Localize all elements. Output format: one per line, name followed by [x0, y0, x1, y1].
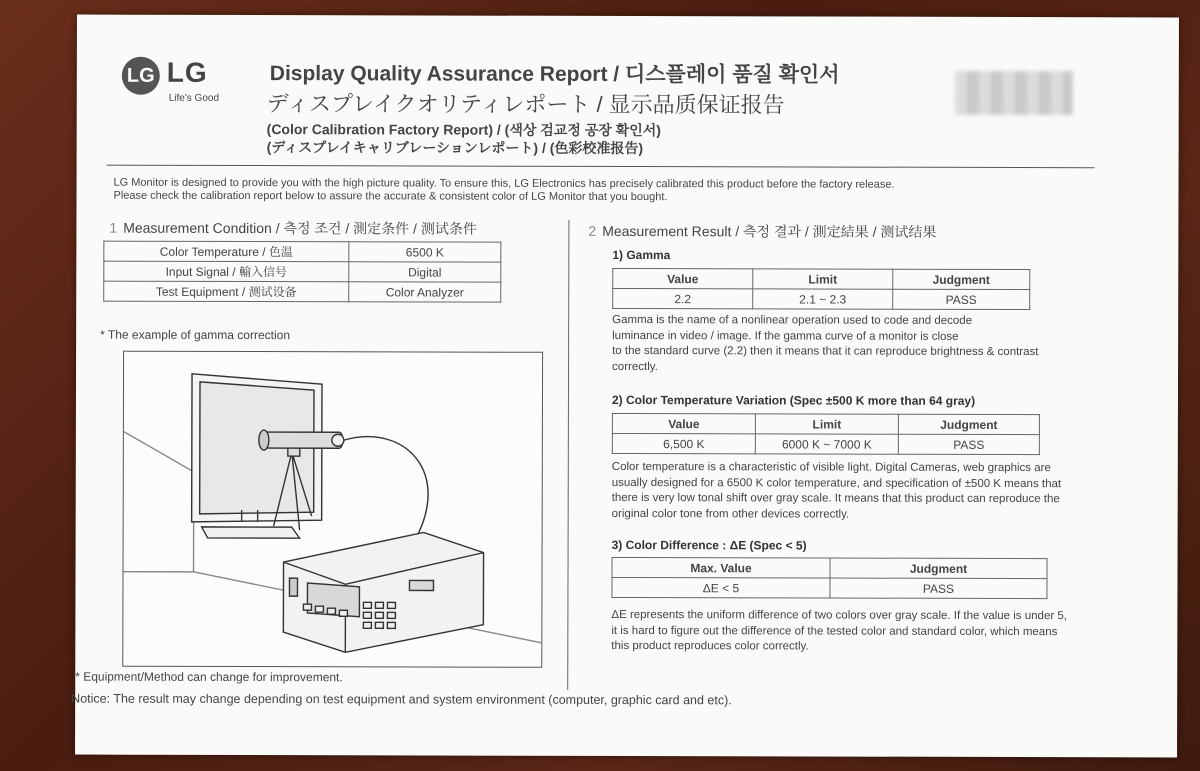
condition-table [103, 241, 501, 303]
condition-heading [109, 218, 476, 239]
table-cell: 6500 K [349, 242, 501, 262]
report-title: Display Quality Assurance Report / 디스플레이 품질 확인서 [269, 62, 840, 87]
color-diff-title: 3) Color Difference : ΔE (Spec < 5) [611, 537, 807, 553]
color-temp-title: 2) Color Temperature Variation (Spec ±500 K more than 64 gray) [611, 392, 976, 408]
header-divider [107, 165, 1095, 169]
report-subtitle-ja-zh: (ディスプレイキャリブレーションレポート) / (色彩校准报告) [266, 139, 644, 157]
table-cell: 2.2 [613, 288, 753, 308]
column-header: Limit [753, 269, 893, 289]
table-header-row [612, 413, 1039, 434]
report-subtitle: (Color Calibration Factory Report) / (색상 검교정 공장 확인서) [266, 121, 661, 139]
color-diff-table [611, 557, 1047, 599]
table-row [612, 577, 1047, 598]
gamma-title: 1) Gamma [612, 247, 671, 263]
table-row [104, 241, 501, 262]
report-sheet [71, 15, 1179, 758]
intro-text [113, 177, 1073, 206]
section-number: 2 [588, 222, 597, 239]
table-row [104, 261, 501, 282]
gamma-correction-illustration [122, 351, 543, 668]
table-row [613, 288, 1030, 309]
table-cell: PASS [830, 578, 1047, 599]
description-line: this product reproduces color correctly. [611, 639, 809, 653]
description-line: there is very low tonal shift over gray scale. It means that this product can reproduce the [611, 491, 1060, 506]
column-header: Judgment [830, 558, 1047, 579]
description-line: original color tone from other devices correctly. [611, 507, 850, 521]
brand-name: LG [166, 56, 208, 88]
color-temp-table [612, 413, 1040, 455]
description-line: ΔE represents the uniform difference of two colors over gray scale. If the value is under 5, [611, 608, 1067, 623]
color-temp-description [612, 460, 1062, 523]
description-line: usually designed for a 6500 K color temperature, and specification of ±500 K means that [611, 476, 1062, 490]
table-cell: PASS [898, 434, 1039, 454]
table-cell: ΔE < 5 [612, 577, 830, 598]
notice: Notice: The result may change depending on test equipment and system environment (computer, graphic card and etc). [71, 691, 732, 708]
table-cell: Color Analyzer [349, 282, 501, 302]
column-header: Value [612, 413, 755, 433]
table-header-row [613, 268, 1030, 289]
description-line: it is hard to figure out the difference of the tested color and standard color, which means [611, 624, 1058, 638]
description-line: luminance in video / image. If the gamma curve of a monitor is close [612, 329, 959, 343]
section-title: Measurement Condition / 측정 조건 / 測定条件 / 测试条件 [123, 219, 477, 237]
table-cell: PASS [893, 289, 1030, 309]
serial-number-redacted [955, 71, 1073, 115]
gamma-table [612, 268, 1030, 310]
intro-line: LG Monitor is designed to provide you with the high picture quality. To ensure this, LG Electronics has precisely calibrated this product before the factory release. [113, 176, 895, 191]
table-row [612, 433, 1039, 454]
color-diff-description [611, 608, 1067, 656]
column-header: Value [613, 268, 753, 288]
result-heading [588, 221, 936, 242]
intro-line: Please check the calibration report below to assure the accurate & consistent color of LG Monitor that you bought. [113, 189, 668, 204]
table-header-row [612, 557, 1047, 578]
section-title: Measurement Result / 측정 결과 / 測定結果 / 测试结果 [602, 222, 937, 240]
report-title-ja-zh: ディスプレイクオリティレポート / 显示品质保证报告 [266, 91, 785, 118]
column-divider [567, 220, 569, 690]
table-cell: 6,500 K [612, 433, 755, 453]
description-line: Color temperature is a characteristic of visible light. Digital Cameras, web graphics are [611, 460, 1051, 475]
gamma-description [612, 313, 1039, 376]
description-line: correctly. [612, 360, 658, 373]
table-cell: Color Temperature / 色温 [104, 241, 349, 262]
column-header: Judgment [893, 269, 1030, 289]
table-cell: 6000 K ~ 7000 K [755, 434, 898, 454]
description-line: to the standard curve (2.2) then it means that it can reproduce brightness & contrast [612, 344, 1039, 359]
column-header: Limit [755, 414, 898, 434]
section-number: 1 [109, 219, 118, 236]
brand-slogan: Life's Good [168, 92, 220, 104]
column-header: Max. Value [612, 557, 830, 578]
table-cell: Digital [349, 262, 501, 282]
table-cell: 2.1 ~ 2.3 [753, 289, 893, 309]
column-header: Judgment [898, 414, 1039, 434]
table-cell: Input Signal / 輸入信号 [104, 261, 349, 282]
gamma-example-caption: * The example of gamma correction [100, 327, 291, 343]
table-row [104, 281, 501, 302]
description-line: Gamma is the name of a nonlinear operation used to code and decode [612, 313, 973, 327]
table-cell: Test Equipment / 测试设备 [104, 281, 349, 302]
footnote: * Equipment/Method can change for improvement. [75, 669, 343, 685]
lg-logo-icon: LG [122, 57, 160, 95]
